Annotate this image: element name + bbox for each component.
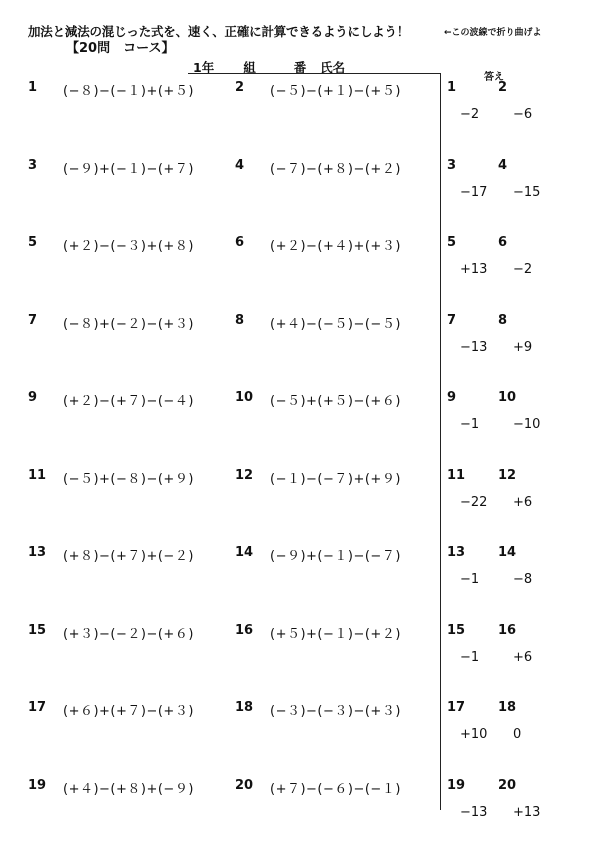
answer-value: −10 <box>513 417 541 432</box>
problem-expression: (−５)−(+１)−(+５) <box>270 84 401 99</box>
answer-number: 19 <box>447 777 466 793</box>
problem-expression: (−５)+(−８)−(+９) <box>63 471 194 487</box>
problem-number: 13 <box>28 545 47 560</box>
answer-value: +6 <box>513 649 533 665</box>
answer-value: 0 <box>513 727 522 742</box>
problem-expression: (−８)−(−１)+(+５) <box>63 84 194 99</box>
answer-number: 7 <box>447 312 457 328</box>
problem-expression: (−１)−(−７)+(+９) <box>270 471 401 487</box>
problem-number: 20 <box>235 777 254 793</box>
answer-number: 6 <box>498 235 508 250</box>
problem-number: 15 <box>28 622 47 638</box>
answer-number: 18 <box>498 700 517 715</box>
fold-instruction: ←この波線で折り曲げよ <box>444 28 542 38</box>
answer-number: 10 <box>498 390 517 405</box>
answer-number: 17 <box>447 700 466 715</box>
answer-number: 4 <box>498 157 508 173</box>
answers-heading: 答え <box>484 72 504 83</box>
answer-number: 5 <box>447 235 457 250</box>
answer-value: +6 <box>513 494 533 510</box>
answer-value: −1 <box>460 417 480 432</box>
problem-expression: (−９)+(−１)−(−７) <box>270 549 401 564</box>
problem-expression: (+２)−(+４)+(+３) <box>270 239 401 254</box>
problem-number: 1 <box>28 80 38 95</box>
answer-number: 15 <box>447 622 466 638</box>
problem-expression: (−９)+(−１)−(+７) <box>63 161 194 177</box>
answer-number: 16 <box>498 622 517 638</box>
answer-value: +13 <box>513 804 541 820</box>
answer-number: 8 <box>498 312 508 328</box>
problem-expression: (+７)−(−６)−(−１) <box>270 781 401 797</box>
problem-expression: (+５)+(−１)−(+２) <box>270 626 401 642</box>
answer-value: +9 <box>513 339 533 355</box>
problem-number: 3 <box>28 157 38 173</box>
problem-number: 5 <box>28 235 38 250</box>
worksheet-title: 加法と減法の混じった式を、速く、正確に計算できるようにしよう！ <box>28 24 410 39</box>
answer-value: −2 <box>460 107 480 122</box>
problem-expression: (−７)−(+８)−(+２) <box>270 161 401 177</box>
name-underline <box>188 73 441 74</box>
problem-number: 19 <box>28 777 47 793</box>
answer-number: 14 <box>498 545 517 560</box>
problem-number: 16 <box>235 622 254 638</box>
problem-expression: (+２)−(−３)+(+８) <box>63 239 194 254</box>
problem-number: 6 <box>235 235 245 250</box>
problem-number: 4 <box>235 157 245 173</box>
answer-number: 12 <box>498 467 517 483</box>
problem-number: 8 <box>235 312 245 328</box>
problem-number: 2 <box>235 80 245 95</box>
answer-number: 13 <box>447 545 466 560</box>
problem-number: 18 <box>235 700 254 715</box>
number-label: 番 <box>293 60 307 75</box>
problem-expression: (+２)−(+７)−(−４) <box>63 394 194 409</box>
problem-expression: (+６)+(+７)−(+３) <box>63 704 194 719</box>
answer-number: 20 <box>498 777 517 793</box>
course-label: 【20問 コース】 <box>66 41 175 56</box>
class-label: 組 <box>243 60 256 75</box>
problem-number: 12 <box>235 467 254 483</box>
answer-number: 11 <box>447 467 466 483</box>
answer-value: −13 <box>460 804 488 820</box>
problem-expression: (+４)−(−５)−(−５) <box>270 316 401 332</box>
answer-value: −13 <box>460 339 488 355</box>
answer-value: −1 <box>460 649 480 665</box>
answer-number: 2 <box>498 80 508 95</box>
answer-value: −2 <box>513 262 533 277</box>
problem-expression: (−５)+(+５)−(+６) <box>270 394 401 409</box>
problem-number: 17 <box>28 700 47 715</box>
answer-value: +10 <box>460 727 488 742</box>
problem-number: 11 <box>28 467 47 483</box>
problem-number: 7 <box>28 312 38 328</box>
grade-label: 1年 <box>193 60 215 75</box>
answer-number: 9 <box>447 390 457 405</box>
problem-expression: (−８)+(−２)−(+３) <box>63 316 194 332</box>
answer-value: −1 <box>460 572 480 587</box>
answer-value: −8 <box>513 572 533 587</box>
problem-number: 14 <box>235 545 254 560</box>
answer-value: −22 <box>460 494 488 510</box>
problem-expression: (−３)−(−３)−(+３) <box>270 704 401 719</box>
problem-expression: (+３)−(−２)−(+６) <box>63 626 194 642</box>
name-label: 氏名 <box>320 60 346 75</box>
problem-number: 9 <box>28 390 38 405</box>
answer-value: −15 <box>513 184 541 200</box>
answer-number: 1 <box>447 80 457 95</box>
fold-line <box>440 73 441 810</box>
problem-expression: (+８)−(+７)+(−２) <box>63 549 194 564</box>
answer-value: −6 <box>513 107 533 122</box>
answer-number: 3 <box>447 157 457 173</box>
problem-expression: (+４)−(+８)+(−９) <box>63 781 194 797</box>
problem-number: 10 <box>235 390 254 405</box>
answer-value: +13 <box>460 262 488 277</box>
answer-value: −17 <box>460 184 488 200</box>
